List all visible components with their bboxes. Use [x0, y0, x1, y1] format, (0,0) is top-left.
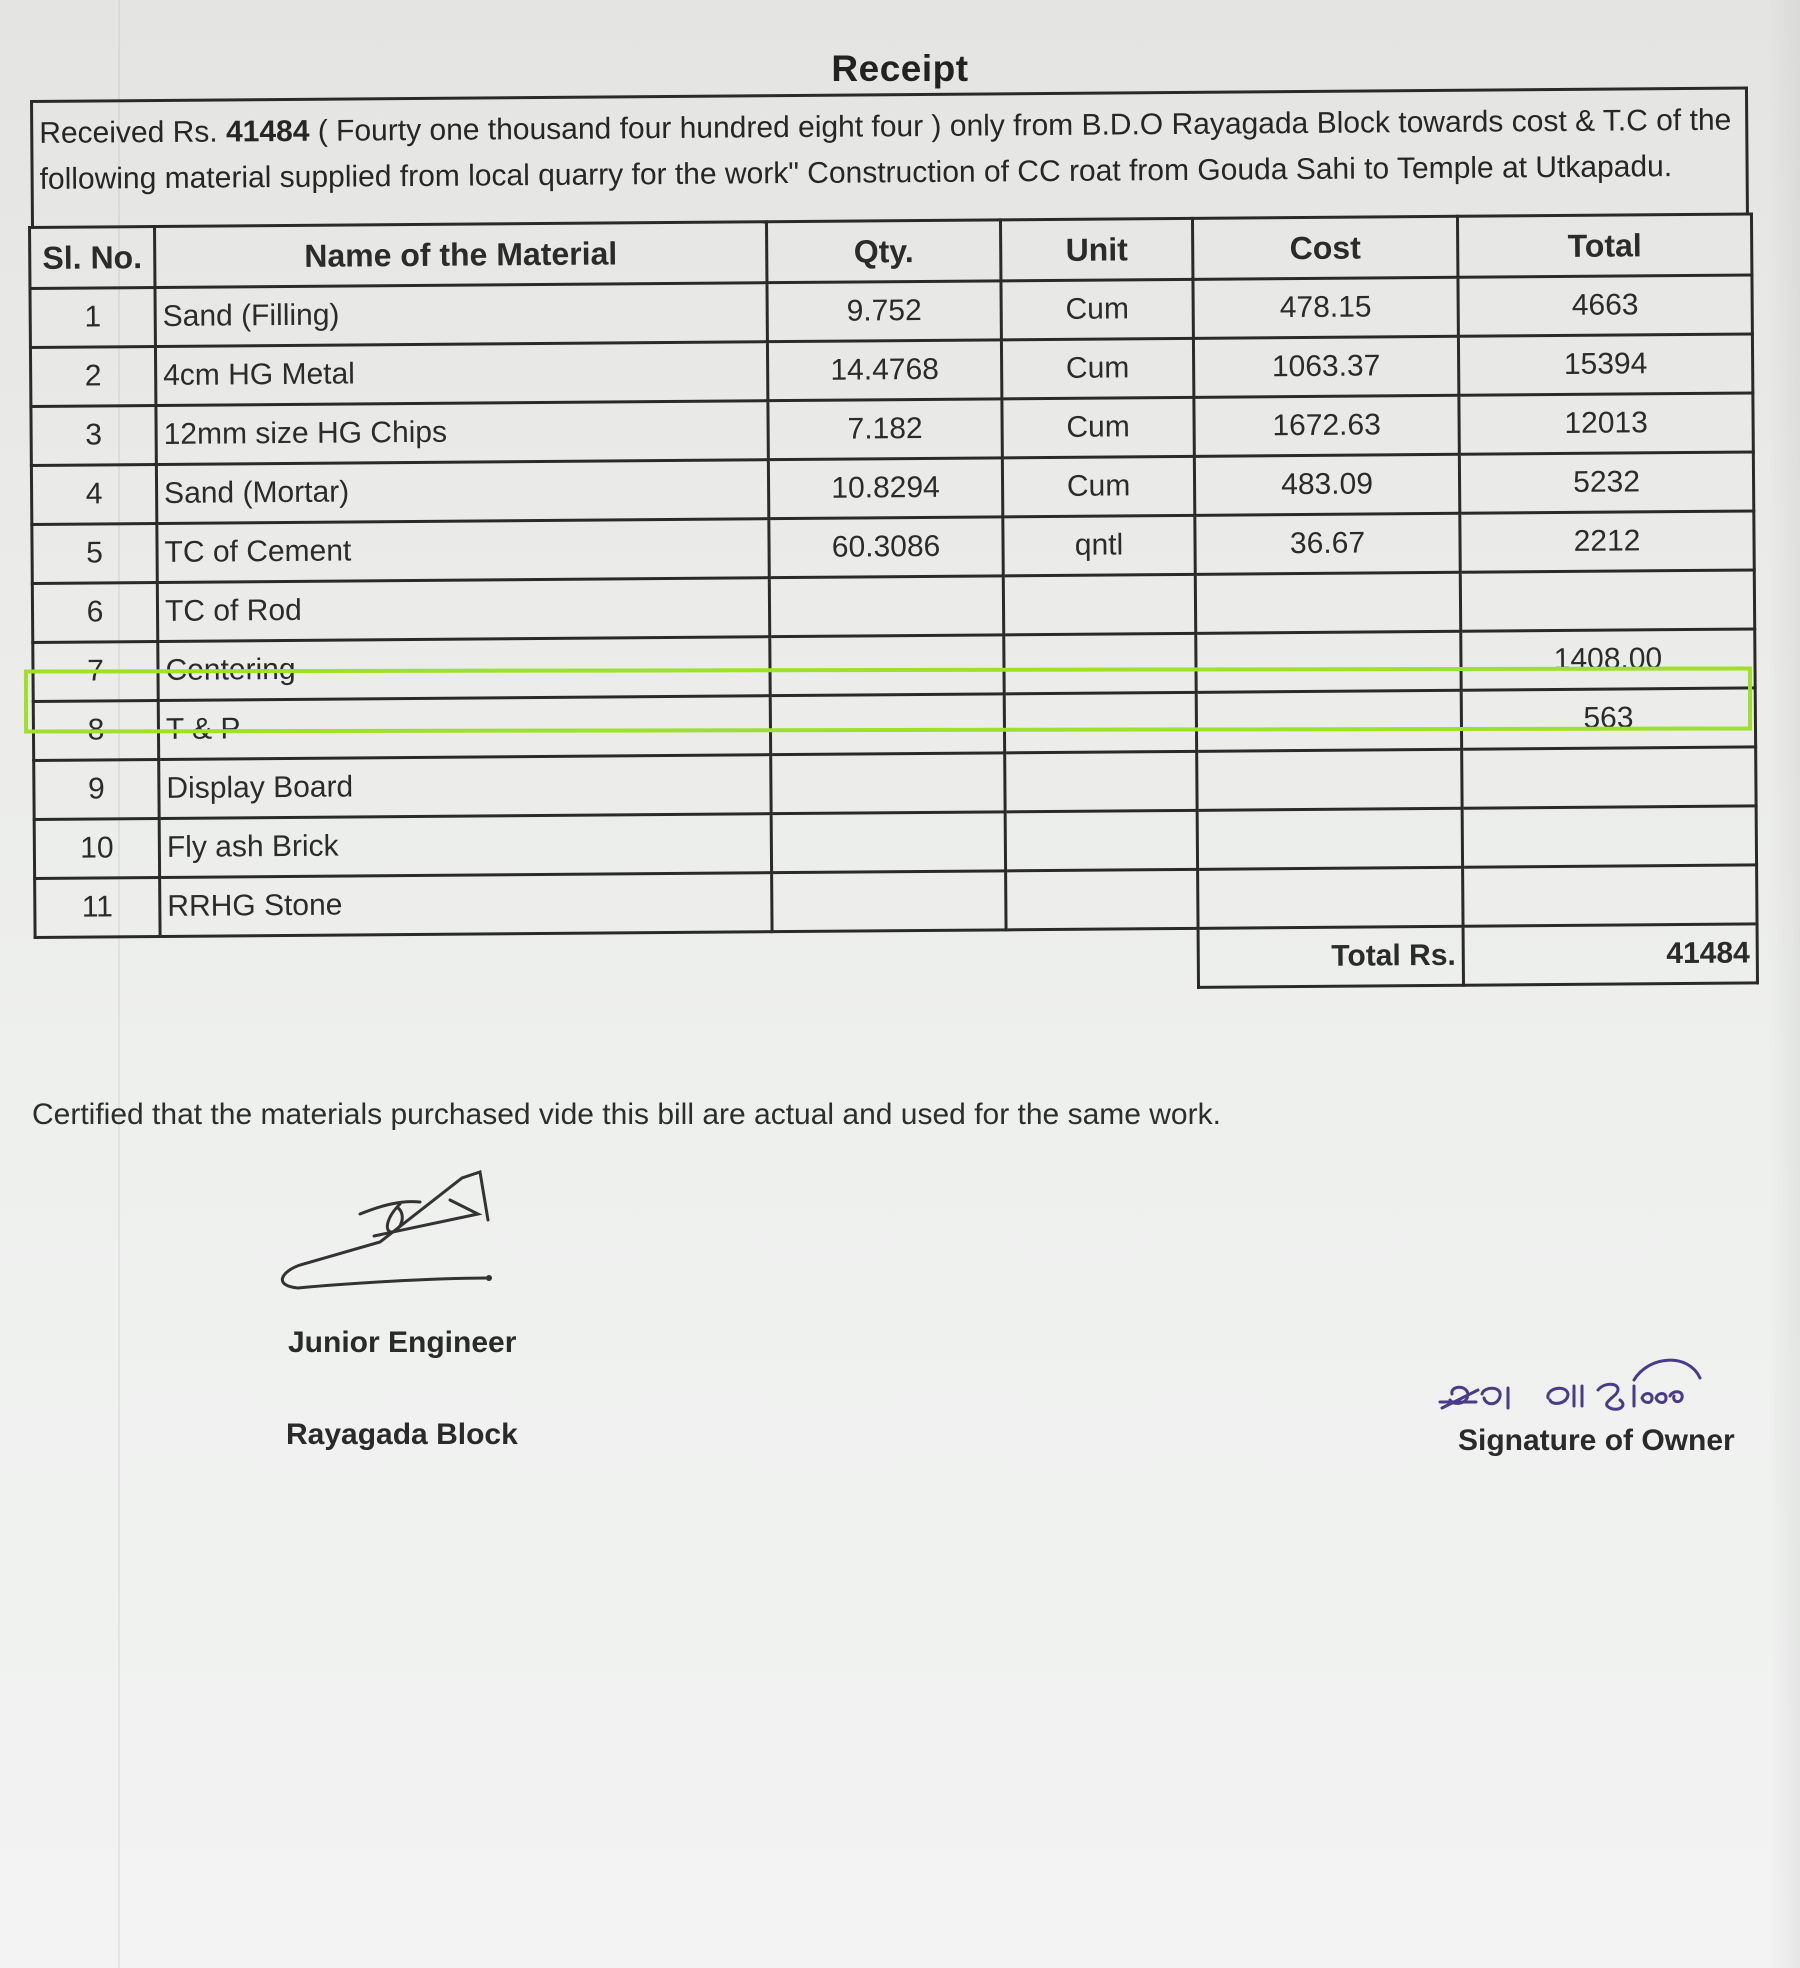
cell-unit [1005, 810, 1197, 871]
cell-cost: 483.09 [1194, 454, 1459, 515]
cell-cost [1197, 808, 1462, 869]
cell-material-name: 4cm HG Metal [155, 342, 767, 406]
signatory-title: Junior Engineer [288, 1326, 517, 1359]
cell-qty [771, 753, 1005, 814]
cell-qty [772, 871, 1006, 932]
cell-total: 15394 [1458, 334, 1752, 395]
cell-total: 563 [1461, 688, 1755, 749]
cell-cost [1198, 867, 1463, 928]
cell-sl-no: 6 [32, 582, 157, 642]
cell-cost [1196, 631, 1461, 692]
cell-total: 4663 [1458, 275, 1752, 336]
signatory-office: Rayagada Block [286, 1418, 518, 1451]
intro-prefix: Received Rs. [39, 115, 227, 150]
cell-unit: Cum [1001, 338, 1193, 399]
cell-cost: 1672.63 [1194, 395, 1459, 456]
owner-signature [1438, 1350, 1738, 1416]
cell-unit: Cum [1002, 456, 1194, 517]
cell-material-name: T & P [158, 696, 770, 760]
grand-total-row [35, 924, 1757, 997]
grand-total-label: Total Rs. [1198, 926, 1463, 987]
cell-sl-no: 5 [32, 523, 157, 583]
col-header-material: Name of the Material [155, 222, 767, 288]
cell-total: 2212 [1460, 511, 1754, 572]
cell-qty: 10.8294 [768, 458, 1002, 519]
cell-sl-no: 2 [30, 347, 155, 407]
cell-cost [1195, 572, 1460, 633]
cell-unit: Cum [1001, 279, 1193, 340]
col-header-unit: Unit [1000, 218, 1192, 281]
cell-qty: 60.3086 [769, 517, 1003, 578]
intro-amount: 41484 [225, 114, 310, 149]
cell-unit [1003, 574, 1195, 635]
owner-signature-label: Signature of Owner [1458, 1424, 1735, 1457]
cell-sl-no: 10 [34, 818, 159, 878]
cell-sl-no: 9 [34, 759, 159, 819]
cell-material-name: Centering [158, 637, 770, 701]
cell-material-name: RRHG Stone [160, 873, 772, 937]
cell-material-name: Display Board [159, 755, 771, 819]
cell-qty [771, 812, 1005, 873]
cell-total: 5232 [1459, 452, 1753, 513]
cell-unit [1004, 692, 1196, 753]
cell-sl-no: 8 [33, 700, 158, 760]
cell-qty: 7.182 [768, 399, 1002, 460]
cell-material-name: Sand (Filling) [155, 283, 767, 347]
materials-table [28, 212, 1759, 998]
cell-material-name: 12mm size HG Chips [156, 401, 768, 465]
cell-material-name: Sand (Mortar) [156, 460, 768, 524]
cell-material-name: Fly ash Brick [159, 814, 771, 878]
certification-statement: Certified that the materials purchased vide this bill are actual and used for the same work. [32, 1098, 1221, 1131]
cell-material-name: TC of Cement [157, 519, 769, 583]
cell-qty: 9.752 [767, 281, 1001, 342]
cell-total [1463, 865, 1757, 926]
cell-unit [1005, 751, 1197, 812]
cell-cost [1196, 690, 1461, 751]
cell-total [1462, 747, 1756, 808]
col-header-total: Total [1457, 214, 1751, 277]
cell-material-name: TC of Rod [157, 578, 769, 642]
cell-total: 12013 [1459, 393, 1753, 454]
intro-body: ( Fourty one thousand four hundred eight four ) only from B.D.O Rayagada Block towards cost & T.C of the following material supplied from local quarry for the work" Construction of CC roat from Gouda Sahi to Temple at Utkapadu. [39, 103, 1732, 196]
cell-qty [769, 576, 1003, 637]
cell-unit [1006, 869, 1198, 930]
page-title: Receipt [831, 48, 969, 89]
materials-table-wrap [28, 212, 1759, 998]
cell-total [1460, 570, 1754, 631]
grand-total-spacer [35, 928, 1198, 996]
cell-total [1462, 806, 1756, 867]
receipt-intro-text [30, 87, 1749, 228]
cell-cost [1197, 749, 1462, 810]
cell-sl-no: 1 [30, 288, 155, 348]
cell-qty [770, 635, 1004, 696]
cell-sl-no: 4 [31, 464, 156, 524]
grand-total-value: 41484 [1463, 924, 1757, 985]
col-header-qty: Qty. [766, 220, 1000, 283]
col-header-cost: Cost [1192, 216, 1457, 279]
cell-total: 1408.00 [1461, 629, 1755, 690]
cell-sl-no: 7 [33, 641, 158, 701]
cell-qty: 14.4768 [767, 340, 1001, 401]
cell-unit: qntl [1003, 515, 1195, 576]
cell-qty [770, 694, 1004, 755]
cell-cost: 478.15 [1193, 277, 1458, 338]
cell-cost: 36.67 [1195, 513, 1460, 574]
cell-unit [1004, 633, 1196, 694]
cell-unit: Cum [1002, 397, 1194, 458]
cell-sl-no: 3 [31, 406, 156, 466]
col-header-sl-no: Sl. No. [30, 227, 155, 289]
cell-sl-no: 11 [35, 877, 160, 937]
cell-cost: 1063.37 [1193, 336, 1458, 397]
paper-edge-shadow [1768, 0, 1800, 1968]
junior-engineer-signature [280, 1170, 560, 1300]
